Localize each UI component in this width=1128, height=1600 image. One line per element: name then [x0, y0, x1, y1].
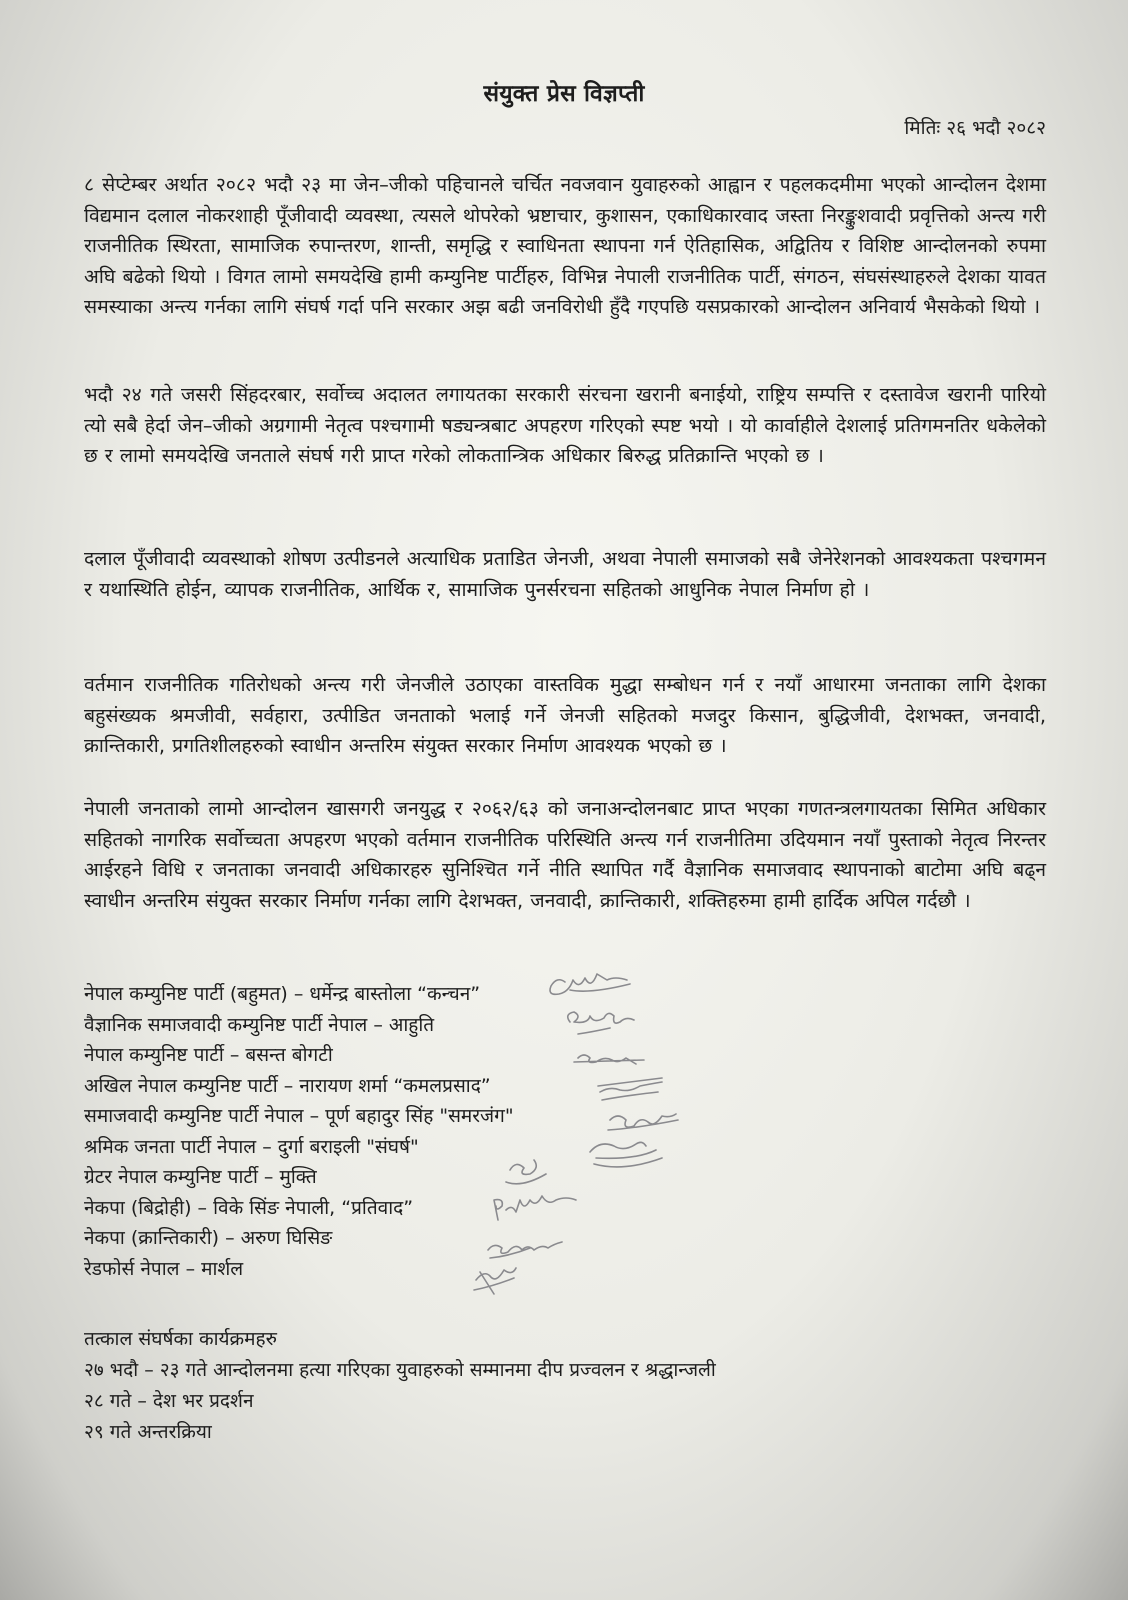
signatory-item: नेपाल कम्युनिष्ट पार्टी – बसन्त बोगटी — [84, 1044, 333, 1066]
programs-title: तत्काल संघर्षका कार्यक्रमहरु — [84, 1328, 277, 1350]
signature-9 — [488, 1242, 562, 1258]
signature-2 — [568, 1012, 634, 1034]
signature-8 — [494, 1196, 576, 1220]
signature-3 — [574, 1055, 644, 1064]
programs-list — [84, 1355, 1044, 1448]
program-item: २९ गते अन्तरक्रिया — [84, 1421, 212, 1443]
program-item: २८ गते – देश भर प्रदर्शन — [84, 1390, 254, 1412]
handwritten-signatures — [470, 960, 730, 1300]
signatory-item: ग्रेटर नेपाल कम्युनिष्ट पार्टी – मुक्ति — [84, 1166, 317, 1188]
signature-5 — [608, 1114, 678, 1130]
signature-7 — [506, 1160, 546, 1184]
paragraph-3: दलाल पूँजीवादी व्यवस्थाको शोषण उत्पीडनले अत्याधिक प्रताडित जेनजी, अथवा नेपाली समाजको सबै जेनेरेशनको आवश्यकता पश्चगमन र यथास्थिति होईन, व्यापक राजनीतिक, आर्थिक र, सामाजिक पुनर्सरचना सहितको आधुनिक नेपाल निर्माण हो । — [84, 547, 1046, 601]
signatory-item: नेकपा (बिद्रोही) – विके सिंङ नेपाली, “प्रतिवाद” — [84, 1196, 414, 1219]
signature-4 — [598, 1078, 662, 1100]
paragraph-4: वर्तमान राजनीतिक गतिरोधको अन्त्य गरी जेनजीले उठाएका वास्तविक मुद्धा सम्बोधन गर्न र नयाँ आधारमा जनताका लागि देशका बहुसंख्यक श्रमजीवी, सर्वहारा, उत्पीडित जनताको भलाई गर्ने जेनजी सहितको मजदुर किसान, बुद्धिजीवी, देशभक्त, जनवादी, क्रान्तिकारी, प्रगतिशीलहरुको स्वाधीन अन्तरिम संयुक्त सरकार निर्माण आवश्यक भएको छ । — [84, 673, 1046, 758]
signatory-item: अखिल नेपाल कम्युनिष्ट पार्टी – नारायण शर्मा “कमलप्रसाद” — [84, 1074, 491, 1097]
paragraph-1: ८ सेप्टेम्बर अर्थात २०८२ भदौ २३ मा जेन–जीको पहिचानले चर्चित नवजवान युवाहरुको आह्वान र पहलकदमीमा भएको आन्दोलन देशमा विद्यमान दलाल नोकरशाही पूँजीवादी व्यवस्था, त्यसले थोपरेको भ्रष्टाचार, कुशासन, एकाधिकारवाद जस्ता निरङ्कुशवादी प्रवृत्तिको अन्त्य गरी राजनीतिक स्थिरता, सामाजिक रुपान्तरण, शान्ती, समृद्धि र स्वाधिनता स्थापना गर्न ऐतिहासिक, अद्वितिय र विशिष्ट आन्दोलनको रुपमा अघि बढेको थियो । विगत लामो समयदेखि हामी कम्युनिष्ट पार्टीहरु, विभिन्न नेपाली राजनीतिक पार्टी, संगठन, संघसंस्थाहरुले देशका यावत समस्याका अन्त्य गर्नका लागि संघर्ष गर्दा पनि सरकार अझ बढी जनविरोधी हुँदै गएपछि यसप्रकारको आन्दोलन अनिवार्य भैसकेको थियो । — [84, 173, 1046, 319]
signature-1 — [550, 974, 630, 994]
paragraph-5: नेपाली जनताको लामो आन्दोलन खासगरी जनयुद्ध र २०६२/६३ को जनाअन्दोलनबाट प्राप्त भएका गणतन्त्रलगायतका सिमित अधिकार सहितको नागरिक सर्वोच्चता अपहरण भएको वर्तमान राजनीतिक परिस्थिति अन्त्य गर्न राजनीतिमा उदियमान नयाँ पुस्ताको नेतृत्व निरन्तर आईरहने विधि र जनताका जनवादी अधिकारहरु सुनिश्चित गर्ने नीति स्थापित गर्दै वैज्ञानिक समाजवाद स्थापनाको बाटोमा अघि बढ्न स्वाधीन अन्तरिम संयुक्त सरकार निर्माण गर्नका लागि देशभक्त, जनवादी, क्रान्तिकारी, शक्तिहरुमा हामी हार्दिक अपिल गर्दछौ । — [84, 797, 1046, 912]
signatory-item: रेडफोर्स नेपाल – मार्शल — [84, 1257, 244, 1280]
program-item: २७ भदौ – २३ गते आन्दोलनमा हत्या गरिएका युवाहरुको सम्मानमा दीप प्रज्वलन र श्रद्धान्जली — [84, 1359, 716, 1381]
signatory-item: श्रमिक जनता पार्टी नेपाल – दुर्गा बराइली "संघर्ष" — [84, 1135, 419, 1158]
signatory-item: समाजवादी कम्युनिष्ट पार्टी नेपाल – पूर्ण बहादुर सिंह "समरजंग" — [84, 1105, 514, 1127]
signatory-item: वैज्ञानिक समाजवादी कम्युनिष्ट पार्टी नेपाल – आहुति — [84, 1013, 435, 1036]
paragraph-2: भदौ २४ गते जसरी सिंहदरबार, सर्वोच्च अदालत लगायतका सरकारी संरचना खरानी बनाईयो, राष्ट्रिय सम्पत्ति र दस्तावेज खरानी पारियो त्यो सबै हेर्दा जेन–जीको अग्रगामी नेतृत्व पश्चगामी षड्यन्त्रबाट अपहरण गरिएको स्पष्ट भयो । यो कार्वाहीले देशलाई प्रतिगमनतिर धकेलेको छ र लामो समयदेखि जनताले संघर्ष गरी प्राप्त गरेको लोकतान्त्रिक अधिकार बिरुद्ध प्रतिक्रान्ति भएको छ । — [84, 383, 1046, 468]
document-date: मितिः २६ भदौ २०८२ — [904, 117, 1046, 139]
document-title: संयुक्त प्रेस विज्ञप्ती — [483, 81, 645, 107]
immediate-programs — [84, 1324, 1044, 1448]
signature-6 — [590, 1142, 662, 1167]
signatory-item: नेकपा (क्रान्तिकारी) – अरुण घिसिङ — [84, 1227, 333, 1249]
signature-10 — [474, 1268, 516, 1294]
signatory-item: नेपाल कम्युनिष्ट पार्टी (बहुमत) – धर्मेन्द्र बास्तोला “कन्चन” — [84, 983, 481, 1005]
